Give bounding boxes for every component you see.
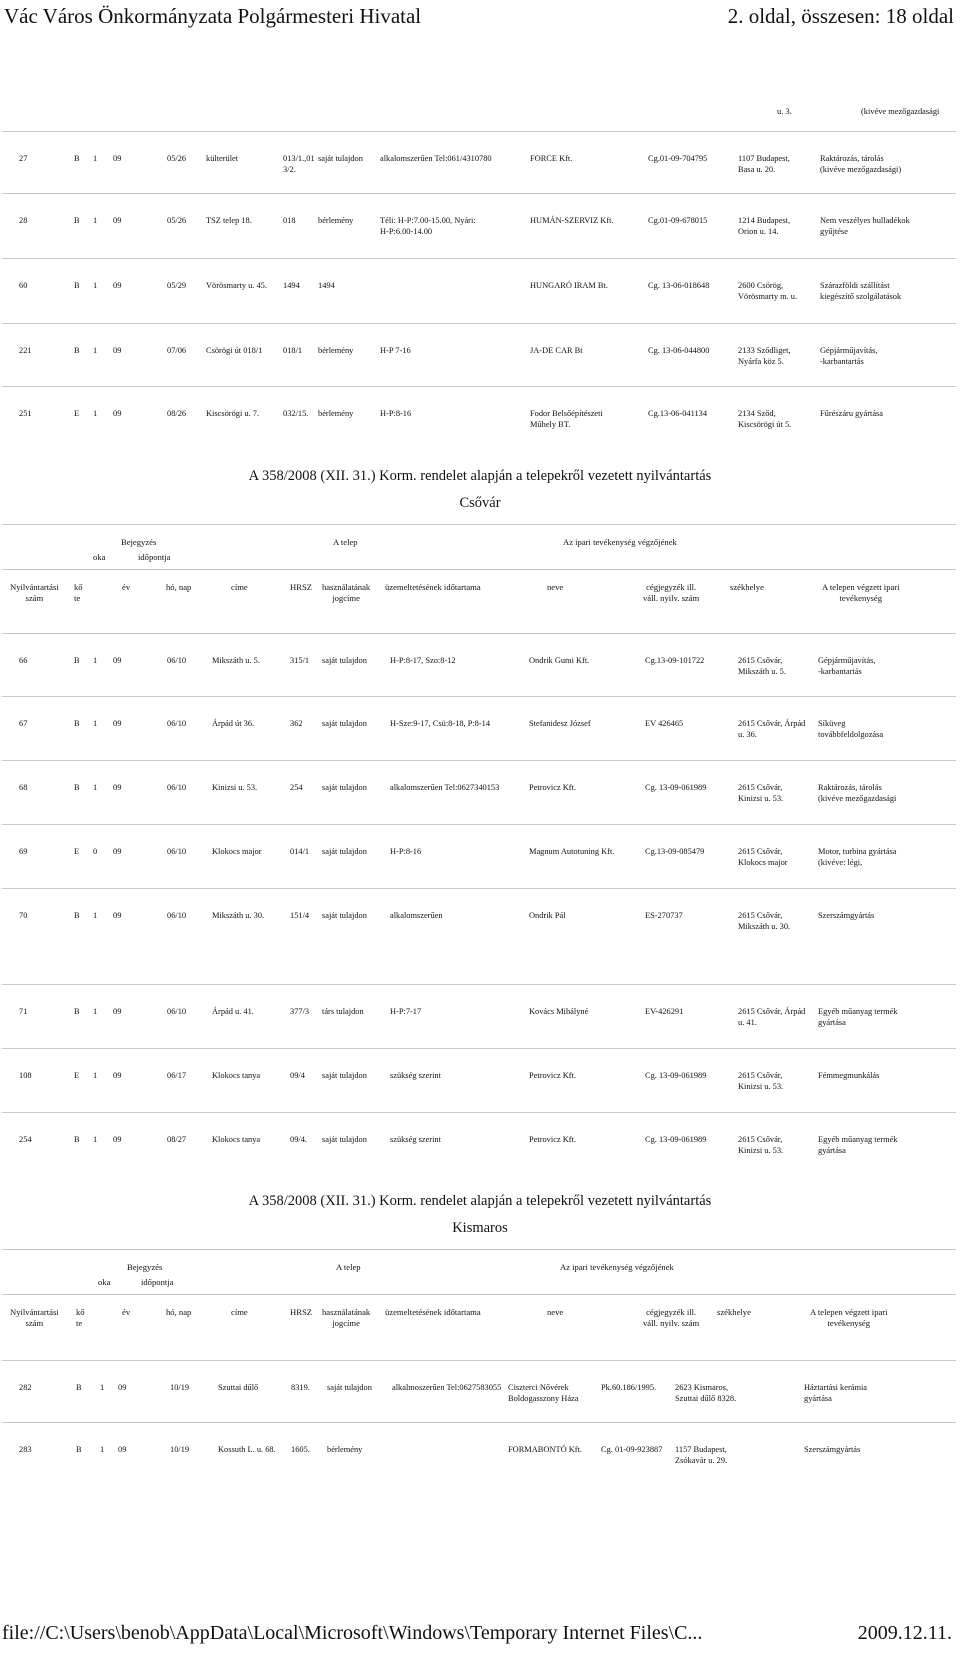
cell-hrsz: 032/15. (283, 409, 309, 418)
cell-neve: Ondrik Pál (529, 911, 566, 920)
cell-ev: 09 (113, 719, 122, 728)
cell-cg: Cg.13-09-101722 (645, 656, 705, 665)
row-rule (2, 888, 956, 889)
cell-ok: B (74, 346, 80, 355)
cell-jog: saját tulajdon (322, 847, 367, 856)
cell-hrsz: 315/1 (290, 656, 310, 665)
cell-ev: 09 (118, 1383, 127, 1392)
heading-ipari: Az ipari tevékenység végzőjének (563, 537, 677, 547)
row-rule (2, 824, 956, 825)
table-row (0, 153, 960, 207)
col-ev: év (122, 1307, 131, 1317)
cell-ok: B (74, 656, 80, 665)
cell-ho: 06/10 (167, 656, 187, 665)
cell-ok: B (74, 1135, 80, 1144)
section-title-csovar: A 358/2008 (XII. 31.) Korm. rendelet alapján a telepekről vezetett nyilvántartás (248, 468, 712, 484)
cell-szek: 1214 Budapest, Orion u. 14. (738, 216, 791, 236)
cell-cg: Pk.60.186/1995. (601, 1383, 657, 1392)
cell-ev: 09 (113, 1071, 122, 1080)
cell-szek: 2600 Csörög, Vörösmarty m. u. (738, 281, 798, 301)
cell-ko: 1 (93, 154, 98, 163)
table-row (0, 846, 960, 900)
row-rule (2, 1360, 956, 1361)
header-rule (2, 1249, 956, 1250)
row-rule (2, 696, 956, 697)
cell-cim: Vörösmarty u. 45. (206, 281, 267, 290)
cell-ok: B (74, 216, 80, 225)
cell-hrsz: 377/3 (290, 1007, 310, 1016)
cell-ok: B (76, 1383, 82, 1392)
cell-ev: 09 (113, 911, 122, 920)
cell-ko: 1 (93, 409, 98, 418)
col-tevekenyseg: A telepen végzett ipari tevékenység (822, 582, 900, 603)
cell-ok: B (74, 719, 80, 728)
cell-ho: 07/06 (167, 346, 187, 355)
cell-cim: Csörögi út 018/1 (206, 346, 263, 355)
col-nyilvantartasi-szam: Nyilvántartási szám (10, 1307, 59, 1328)
cell-ev: 09 (113, 216, 122, 225)
col-kote: kő te (74, 582, 83, 603)
cell-ko: 1 (93, 783, 98, 792)
cell-cg: Cg. 13-06-044800 (648, 346, 710, 355)
table-row (0, 718, 960, 772)
cell-cim: Kiscsörögi u. 7. (206, 409, 260, 418)
cell-szek: 2615 Csővár, Mikszáth u. 5. (738, 656, 786, 676)
cell-uzem: H-P:7-17 (390, 1007, 422, 1016)
cell-neve: Stefanidesz József (529, 719, 591, 728)
cell-ko: 1 (93, 1071, 98, 1080)
table-row (0, 1382, 960, 1436)
cell-neve: Petrovicz Kft. (529, 1135, 576, 1144)
heading-bejegyzes: Bejegyzés (127, 1262, 163, 1272)
cell-neve: HUNGARÓ IRAM Bt. (530, 281, 608, 290)
col-cime: címe (231, 582, 248, 592)
table-row (0, 910, 960, 964)
section-subtitle-kismaros: Kismaros (452, 1220, 508, 1236)
col-hrsz: HRSZ (290, 1307, 312, 1317)
row-rule (2, 633, 956, 634)
table-row (0, 1070, 960, 1124)
table-row (0, 1134, 960, 1188)
cell-ho: 10/19 (170, 1383, 190, 1392)
cell-ev: 09 (113, 1007, 122, 1016)
col-cegjegyzek: cégjegyzék ill. váll. nyilv. szám (643, 1307, 700, 1328)
cell-szek: 1107 Budapest, Basa u. 20. (738, 154, 790, 174)
cell-cg: EV-426291 (645, 1007, 684, 1016)
cell-neve: Fodor Belsőépítészeti Műhely BT. (530, 409, 603, 429)
cell-cim: Árpád u. 41. (212, 1007, 254, 1016)
cell-ok: E (74, 409, 80, 418)
cell-tev: Egyéb műanyag termék gyártása (818, 1007, 898, 1027)
cell-ko: 1 (93, 719, 98, 728)
section-title-kismaros: A 358/2008 (XII. 31.) Korm. rendelet alapján a telepekről vezetett nyilvántartás (248, 1193, 712, 1209)
cell-num: 254 (19, 1135, 32, 1144)
cell-szek: 2615 Csővár, Kinizsi u. 53. (738, 1135, 784, 1155)
cell-cg: ES-270737 (645, 911, 683, 920)
cell-num: 66 (19, 656, 28, 665)
cell-cim: Árpád út 36. (212, 719, 255, 728)
cell-ok: E (74, 847, 80, 856)
cell-ho: 08/27 (167, 1135, 187, 1144)
cell-ko: 1 (93, 281, 98, 290)
cell-cg: Cg. 13-09-061989 (645, 1135, 707, 1144)
col-hrsz: HRSZ (290, 582, 312, 592)
col-cegjegyzek: cégjegyzék ill. váll. nyilv. szám (643, 582, 700, 603)
cell-ko: 1 (100, 1383, 105, 1392)
heading-bejegyzes: Bejegyzés (121, 537, 157, 547)
cell-num: 282 (19, 1383, 32, 1392)
cell-num: 283 (19, 1445, 32, 1454)
cell-jog: saját tulajdon (322, 911, 367, 920)
cell-ev: 09 (113, 1135, 122, 1144)
heading-idopontja: időpontja (141, 1277, 174, 1287)
cell-szek: 2134 Sződ, Kiscsörögi út 5. (738, 409, 792, 429)
cell-ok: B (76, 1445, 82, 1454)
cell-hrsz: 362 (290, 719, 303, 728)
cell-num: 221 (19, 346, 32, 355)
page-header-title: Vác Város Önkormányzata Polgármesteri Hivatal (4, 4, 422, 28)
cell-neve: JA-DE CAR Bt (530, 346, 583, 355)
row-rule (2, 1112, 956, 1113)
cell-jog: bérlemény (318, 346, 354, 355)
table-row (0, 655, 960, 709)
cell-cg: Cg. 13-09-061989 (645, 1071, 707, 1080)
cell-jog: saját tulajdon (322, 783, 367, 792)
cell-ko: 1 (100, 1445, 105, 1454)
cell-ok: B (74, 154, 80, 163)
cell-ok: B (74, 281, 80, 290)
row-rule (2, 386, 956, 387)
cell-ho: 06/17 (167, 1071, 187, 1080)
cell-neve: Kovács Mihályné (529, 1007, 589, 1016)
cell-ev: 09 (113, 847, 122, 856)
cell-uzem: szükség szerint (390, 1071, 441, 1080)
cell-uzem: alkalomszerűen Tel:0627340153 (390, 783, 500, 792)
cell-ho: 05/26 (167, 154, 187, 163)
cell-ko: 1 (93, 216, 98, 225)
cell-num: 69 (19, 847, 28, 856)
cell-ev: 09 (113, 656, 122, 665)
row-rule (2, 760, 956, 761)
row-rule (2, 984, 956, 985)
heading-ipari: Az ipari tevékenység végzőjének (560, 1262, 674, 1272)
cell-szek: 2615 Csővár, Árpád u. 36. (738, 719, 806, 739)
cell-tev: Gépjárműjavítás, -karbantartás (820, 346, 878, 366)
cell-tev: Raktározás, tárolás (kivéve mezőgazdasági) (820, 154, 902, 174)
cell-ok: E (74, 1071, 80, 1080)
cell-cim: Kinizsi u. 53. (212, 783, 258, 792)
cell-tev: Szerszámgyártás (804, 1445, 861, 1454)
row-rule (2, 1422, 956, 1423)
cell-jog: saját tulajdon (318, 154, 363, 163)
page-header-pagination: 2. oldal, összesen: 18 oldal (727, 4, 954, 28)
cell-cg: Cg.01-09-704795 (648, 154, 708, 163)
cell-ho: 05/26 (167, 216, 187, 225)
col-neve: neve (547, 1307, 564, 1317)
cell-ho: 10/19 (170, 1445, 190, 1454)
cell-ev: 09 (113, 409, 122, 418)
cell-uzem: H-P 7-16 (380, 346, 411, 355)
col-hasznalat: használatának jogcíme (322, 582, 371, 603)
cell-cg: Cg. 01-09-923887 (601, 1445, 663, 1454)
header-rule (2, 1294, 956, 1295)
cell-uzem: H-P:8-16 (390, 847, 422, 856)
cell-uzem: H-P:8-17, Szo:8-12 (390, 656, 456, 665)
col-nyilvantartasi-szam: Nyilvántartási szám (10, 582, 59, 603)
col-uzemeltetes: üzemeltetésének időtartama (385, 1307, 481, 1317)
cell-szek: 2615 Csővár, Árpád u. 41. (738, 1007, 806, 1027)
cell-tev: Gépjárműjavítás, -karbantartás (818, 656, 876, 676)
cell-szek: 1157 Budapest, Zsókavár u. 29. (675, 1445, 728, 1465)
cell-ev: 09 (118, 1445, 127, 1454)
table-row (0, 1006, 960, 1060)
cell-ho: 06/10 (167, 1007, 187, 1016)
cell-hrsz: 09/4. (290, 1135, 307, 1144)
cell-jog: saját tulajdon (322, 1071, 367, 1080)
cell-tev: Raktározás, tárolás (kivéve mezőgazdasági (818, 783, 897, 803)
cell-hrsz: 1494 (283, 281, 300, 290)
cell-hrsz: 09/4 (290, 1071, 305, 1080)
cell-tev: Egyéb műanyag termék gyártása (818, 1135, 898, 1155)
page-footer (2, 1622, 958, 1645)
cell-uzem: Téli: H-P:7.00-15.00, Nyári: H-P:6.00-14.00 (380, 216, 476, 236)
col-hasznalat: használatának jogcíme (322, 1307, 371, 1328)
cell-ok: B (74, 1007, 80, 1016)
cell-cim: külterület (206, 154, 239, 163)
table-row (0, 782, 960, 836)
row-rule (2, 131, 956, 132)
cell-ev: 09 (113, 154, 122, 163)
cell-cg: EV 426465 (645, 719, 684, 728)
cell-neve: Ondrik Gumi Kft. (529, 656, 590, 665)
row-rule (2, 1048, 956, 1049)
cell-cim: Mikszáth u. 30. (212, 911, 265, 920)
cell-ko: 0 (93, 847, 98, 856)
table-row (0, 1444, 960, 1498)
cell-neve: FORCE Kft. (530, 154, 573, 163)
footer-path: file://C:\Users\benob\AppData\Local\Microsoft\Windows\Temporary Internet Files\C... (2, 1622, 703, 1644)
footer-date: 2009.12.11. (857, 1622, 952, 1644)
cell-hrsz: 018 (283, 216, 296, 225)
cell-uzem: H-Sze:9-17, Csü:8-18, P:8-14 (390, 719, 491, 728)
cell-ho: 06/10 (167, 911, 187, 920)
cell-cim: Mikszáth u. 5. (212, 656, 260, 665)
cell-jog: saját tulajdon (322, 656, 367, 665)
continued-activity: (kivéve mezőgazdasági (861, 107, 940, 116)
cell-uzem: H-P:8-16 (380, 409, 412, 418)
cell-neve: Magnum Autotuning Kft. (529, 847, 615, 856)
row-rule (2, 258, 956, 259)
cell-neve: Ciszterci Nővérek Boldogasszony Háza (508, 1383, 579, 1403)
cell-hrsz: 013/1.,01 3/2. (283, 154, 315, 174)
col-ev: év (122, 582, 131, 592)
cell-neve: Petrovicz Kft. (529, 783, 576, 792)
cell-cg: Cg. 13-09-061989 (645, 783, 707, 792)
cell-neve: Petrovicz Kft. (529, 1071, 576, 1080)
cell-szek: 2615 Csővár, Kinizsi u. 53. (738, 783, 784, 803)
cell-jog: bérlemény (318, 409, 354, 418)
table-row (0, 345, 960, 399)
cell-ko: 1 (93, 911, 98, 920)
col-kote: kő te (76, 1307, 85, 1328)
cell-ko: 1 (93, 1135, 98, 1144)
col-szekhelye: székhelye (717, 1307, 751, 1317)
heading-idopontja: időpontja (138, 552, 171, 562)
header-rule (2, 569, 956, 570)
cell-tev: Fűrészáru gyártása (820, 409, 884, 418)
cell-hrsz: 018/1 (283, 346, 303, 355)
col-honap: hó, nap (166, 1307, 192, 1317)
cell-cim: Szuttai dűlő (218, 1383, 259, 1392)
cell-uzem: szükség szerint (390, 1135, 441, 1144)
col-tevekenyseg: A telepen végzett ipari tevékenység (810, 1307, 888, 1328)
continued-address: u. 3. (777, 107, 792, 116)
cell-jog: 1494 (318, 281, 335, 290)
cell-ok: B (74, 911, 80, 920)
cell-cim: TSZ telep 18. (206, 216, 252, 225)
cell-szek: 2615 Csővár, Mikszáth u. 30. (738, 911, 791, 931)
col-cime: címe (231, 1307, 248, 1317)
cell-cg: Cg. 13-06-018648 (648, 281, 710, 290)
cell-hrsz: 014/1 (290, 847, 310, 856)
cell-tev: Szárazföldi szállítást kiegészítő szolgálatások (820, 281, 902, 301)
cell-szek: 2615 Csővár, Klokocs major (738, 847, 788, 867)
cell-ho: 08/26 (167, 409, 187, 418)
cell-tev: Fémmegmunkálás (818, 1071, 880, 1080)
cell-ko: 1 (93, 1007, 98, 1016)
row-rule (2, 323, 956, 324)
row-rule (2, 193, 956, 194)
cell-hrsz: 254 (290, 783, 303, 792)
col-szekhelye: székhelye (730, 582, 764, 592)
cell-hrsz: 151/4 (290, 911, 310, 920)
col-honap: hó, nap (166, 582, 192, 592)
cell-ko: 1 (93, 656, 98, 665)
cell-ev: 09 (113, 783, 122, 792)
cell-ko: 1 (93, 346, 98, 355)
table-row (0, 280, 960, 334)
cell-cim: Klokocs tanya (212, 1071, 261, 1080)
cell-num: 68 (19, 783, 28, 792)
cell-cim: Klokocs major (212, 847, 262, 856)
header-rule (2, 524, 956, 525)
table-row (0, 215, 960, 269)
cell-tev: Szerszámgyártás (818, 911, 875, 920)
cell-num: 71 (19, 1007, 28, 1016)
cell-num: 67 (19, 719, 28, 728)
cell-neve: FORMABONTÓ Kft. (508, 1445, 582, 1454)
cell-uzem: alkalomszerűen Tel:061/4310780 (380, 154, 492, 163)
col-uzemeltetes: üzemeltetésének időtartama (385, 582, 481, 592)
cell-ok: B (74, 783, 80, 792)
cell-hrsz: 1605. (291, 1445, 310, 1454)
cell-szek: 2133 Sződliget, Nyárfa köz 5. (738, 346, 791, 366)
cell-num: 60 (19, 281, 28, 290)
cell-jog: bérlemény (318, 216, 354, 225)
cell-cg: Cg.13-09-085479 (645, 847, 705, 856)
col-neve: neve (547, 582, 564, 592)
cell-jog: társ tulajdon (322, 1007, 364, 1016)
cell-jog: saját tulajdon (327, 1383, 372, 1392)
cell-ev: 09 (113, 281, 122, 290)
cell-hrsz: 8319. (291, 1383, 310, 1392)
cell-tev: Motor, turbina gyártása (kivéve: légi, (818, 847, 897, 867)
heading-telep: A telep (333, 537, 358, 547)
cell-num: 70 (19, 911, 28, 920)
cell-ho: 06/10 (167, 783, 187, 792)
cell-szek: 2623 Kismaros, Szuttai dűlő 8328. (675, 1383, 737, 1403)
table-row (0, 408, 960, 462)
cell-cim: Kossuth L. u. 68. (218, 1445, 276, 1454)
cell-szek: 2615 Csővár, Kinizsi u. 53. (738, 1071, 784, 1091)
cell-cim: Klokocs tanya (212, 1135, 261, 1144)
cell-uzem: alkalomszerűen (390, 911, 443, 920)
cell-tev: Síküveg továbbfeldolgozása (818, 719, 884, 739)
cell-neve: HUMÁN-SZERVIZ Kft. (530, 216, 614, 225)
cell-tev: Nem veszélyes hulladékok gyűjtése (820, 216, 910, 236)
cell-jog: saját tulajdon (322, 1135, 367, 1144)
cell-uzem: alkalmoszerűen Tel:0627583055 (392, 1383, 502, 1392)
cell-tev: Háztartási kerámia gyártása (804, 1383, 868, 1403)
heading-telep: A telep (336, 1262, 361, 1272)
cell-cg: Cg.01-09-678015 (648, 216, 708, 225)
cell-ho: 06/10 (167, 719, 187, 728)
cell-ev: 09 (113, 346, 122, 355)
cell-ho: 06/10 (167, 847, 187, 856)
heading-oka: oka (98, 1277, 111, 1287)
cell-num: 251 (19, 409, 32, 418)
cell-jog: bérlemény (327, 1445, 363, 1454)
cell-cg: Cg.13-06-041134 (648, 409, 708, 418)
section-subtitle-csovar: Csővár (459, 495, 501, 511)
cell-num: 27 (19, 154, 28, 163)
cell-jog: saját tulajdon (322, 719, 367, 728)
cell-num: 108 (19, 1071, 32, 1080)
cell-num: 28 (19, 216, 28, 225)
heading-oka: oka (93, 552, 106, 562)
cell-ho: 05/29 (167, 281, 187, 290)
